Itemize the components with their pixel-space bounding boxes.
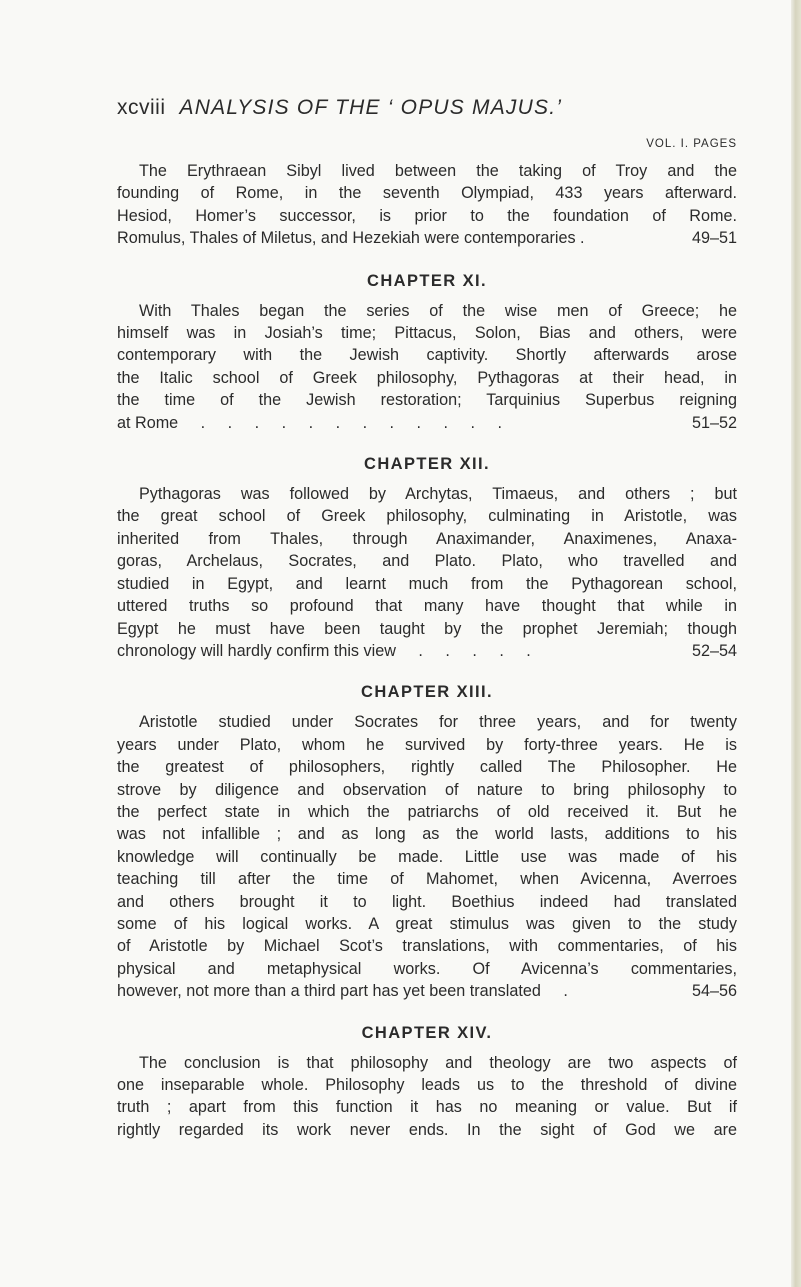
text-line: contemporary with the Jewish captivity. Shortly afterwards arose [117, 346, 737, 365]
text-line-end: chronology will hardly confirm this view . . . . . [117, 641, 531, 660]
text-line-with-page-ref [117, 412, 737, 434]
book-page [117, 96, 737, 1141]
chapter-summary [117, 483, 737, 662]
text-line: was not infallible ; and as long as the world lasts, additions to his [117, 825, 737, 844]
text-line: the time of the Jewish restoration; Tarquinius Superbus reigning [117, 391, 737, 410]
text-line: The conclusion is that philosophy and theology are two aspects of [139, 1053, 737, 1072]
text-line: Egypt he must have been taught by the prophet Jeremiah; though [117, 619, 737, 638]
chapter-summary [117, 1052, 737, 1142]
chapter-xiii [117, 681, 737, 1002]
text-line: founding of Rome, in the seventh Olympiad, 433 years afterward. [117, 184, 737, 203]
page-edge [791, 0, 801, 1287]
text-line: uttered truths so profound that many have thought that while in [117, 597, 737, 616]
page-reference: 54–56 [691, 982, 737, 1001]
chapter-heading: CHAPTER XI. [367, 271, 487, 290]
text-line: the greatest of philosophers, rightly called The Philosopher. He [117, 758, 737, 777]
chapter-summary [117, 300, 737, 434]
text-line: some of his logical works. A great stimulus was given to the study [117, 914, 737, 933]
text-line: the Italic school of Greek philosophy, Pythagoras at their head, in [117, 368, 737, 387]
text-line: Pythagoras was followed by Archytas, Timaeus, and others ; but [139, 485, 737, 504]
text-line: rightly regarded its work never ends. In the sight of God we are [117, 1120, 737, 1139]
text-line: With Thales began the series of the wise men of Greece; he [139, 301, 737, 320]
text-line: himself was in Josiah’s time; Pittacus, Solon, Bias and others, were [117, 324, 737, 343]
text-line: The Erythraean Sibyl lived between the taking of Troy and the [139, 162, 737, 180]
text-line-with-page-ref [117, 640, 737, 662]
text-line: truth ; apart from this function it has no meaning or value. But if [117, 1098, 737, 1117]
running-title: ANALYSIS OF THE ‘ OPUS MAJUS.’ [179, 96, 563, 119]
volume-pages-label: VOL. I. PAGES [646, 138, 737, 150]
text-line-with-page-ref [117, 980, 737, 1002]
text-line: the perfect state in which the patriarchs of old received it. But he [117, 802, 737, 821]
chapter-heading: CHAPTER XIV. [361, 1023, 493, 1042]
text-line: Hesiod, Homer’s successor, is prior to the foundation of Rome. [117, 206, 737, 225]
page-reference: 49–51 [691, 229, 737, 248]
chapter-xi [117, 270, 737, 434]
text-line: goras, Archelaus, Socrates, and Plato. Plato, who travelled and [117, 552, 737, 571]
chapter-xiv [117, 1022, 737, 1142]
intro-paragraph [117, 160, 737, 250]
chapter-summary [117, 711, 737, 1002]
text-line-end: Romulus, Thales of Miletus, and Hezekiah were contemporaries . [117, 229, 585, 248]
text-line: teaching till after the time of Mahomet, when Avicenna, Averroes [117, 870, 737, 889]
chapter-heading: CHAPTER XII. [364, 455, 490, 474]
text-line: physical and metaphysical works. Of Avicenna’s commentaries, [117, 959, 737, 978]
text-line: the great school of Greek philosophy, culminating in Aristotle, was [117, 507, 737, 526]
text-line: and others brought it to light. Boethius indeed had translated [117, 892, 737, 911]
page-reference: 51–52 [691, 413, 737, 432]
text-line-end: however, not more than a third part has yet been translated . [117, 982, 568, 1001]
running-head [117, 96, 737, 132]
text-line: inherited from Thales, through Anaximander, Anaximenes, Anaxa- [117, 529, 737, 548]
text-line-end: at Rome . . . . . . . . . . . . [117, 413, 502, 432]
text-line: knowledge will continually be made. Little use was made of his [117, 847, 737, 866]
page-reference: 52–54 [691, 641, 737, 660]
text-line: Aristotle studied under Socrates for three years, and for twenty [139, 713, 737, 732]
text-line: years under Plato, whom he survived by forty-three years. He is [117, 735, 737, 754]
text-line: of Aristotle by Michael Scot’s translations, with commentaries, of his [117, 937, 737, 956]
chapter-xii [117, 453, 737, 662]
page-number: xcviii [117, 96, 166, 119]
text-line-with-page-ref [117, 227, 737, 249]
text-line: studied in Egypt, and learnt much from the Pythagorean school, [117, 574, 737, 593]
text-line: strove by diligence and observation of nature to bring philosophy to [117, 780, 737, 799]
text-line: one inseparable whole. Philosophy leads us to the threshold of divine [117, 1076, 737, 1094]
chapter-heading: CHAPTER XIII. [361, 683, 493, 702]
